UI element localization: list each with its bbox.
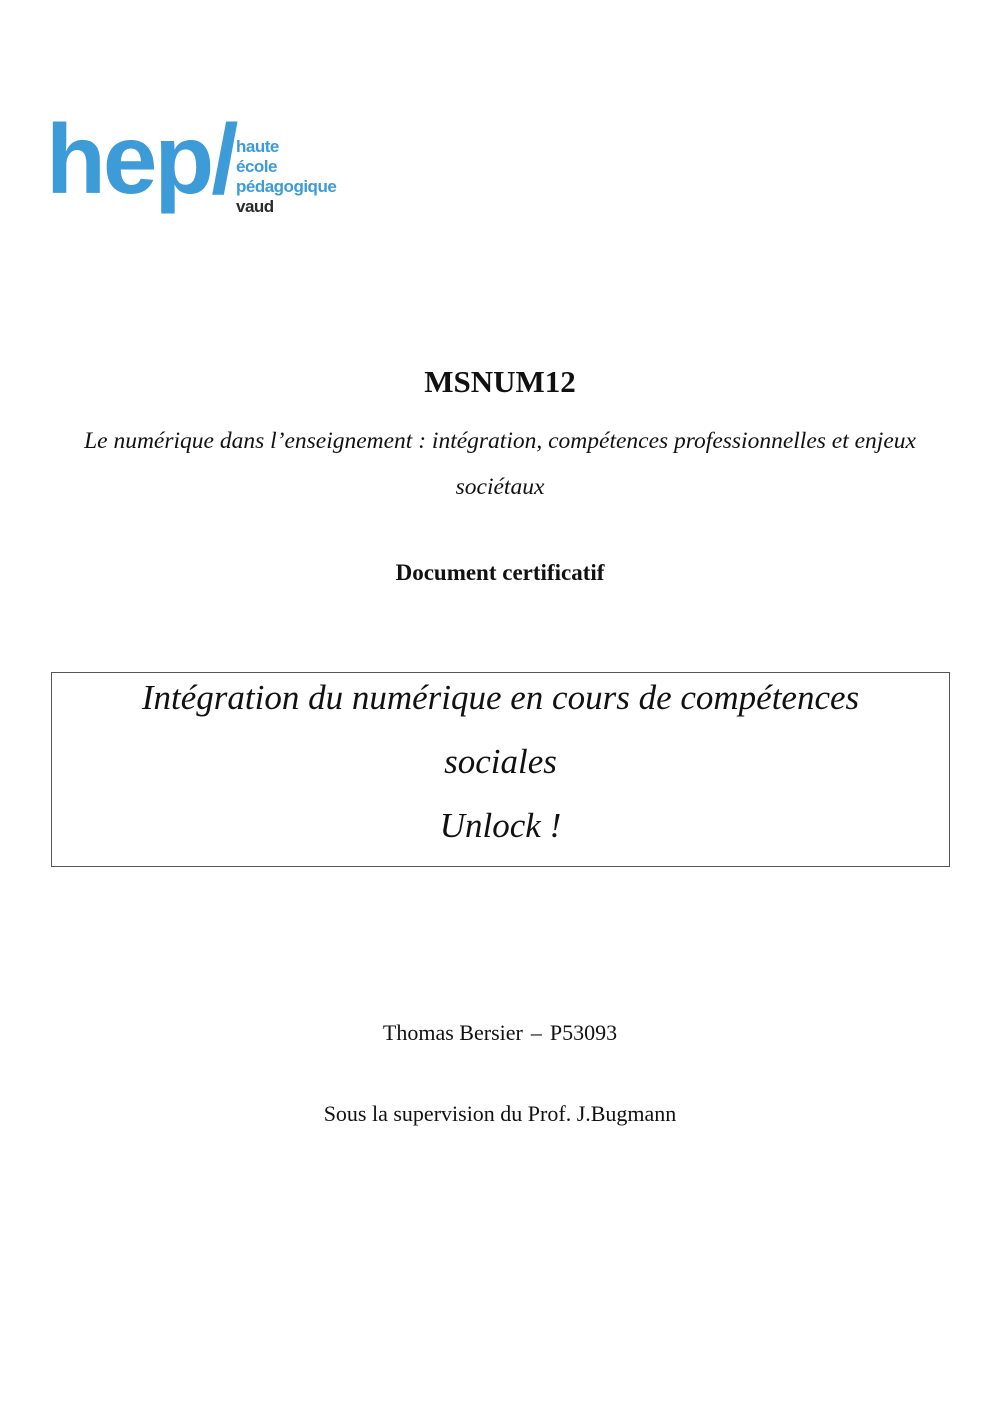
supervision-line: Sous la supervision du Prof. J.Bugmann xyxy=(323,1101,677,1126)
logo-line-pedagogique: pédagogique xyxy=(236,177,337,196)
logo-line-haute: haute xyxy=(236,137,279,156)
work-title-box xyxy=(51,672,950,867)
work-title-line-2: sociales xyxy=(444,742,557,781)
logo-line-ecole: école xyxy=(236,157,277,176)
author-id: P53093 xyxy=(549,1020,618,1045)
work-title-line-1: Intégration du numérique en cours de compétences xyxy=(141,678,860,717)
author-line xyxy=(0,1019,1000,1047)
logo-wordmark xyxy=(236,137,336,217)
course-code: MSNUM12 xyxy=(424,364,576,399)
author-name: Thomas Bersier xyxy=(382,1020,523,1045)
author-separator: – xyxy=(530,1020,542,1045)
course-title: Le numérique dans l’enseignement : intégration, compétences professionnelles et enjeux sociétaux xyxy=(84,428,916,500)
logo-line-vaud: vaud xyxy=(236,197,274,216)
document-type: Document certificatif xyxy=(395,560,605,585)
hep-logo xyxy=(46,104,346,220)
logo-mark: hep/ xyxy=(46,104,236,214)
work-title-line-3: Unlock ! xyxy=(439,806,562,845)
